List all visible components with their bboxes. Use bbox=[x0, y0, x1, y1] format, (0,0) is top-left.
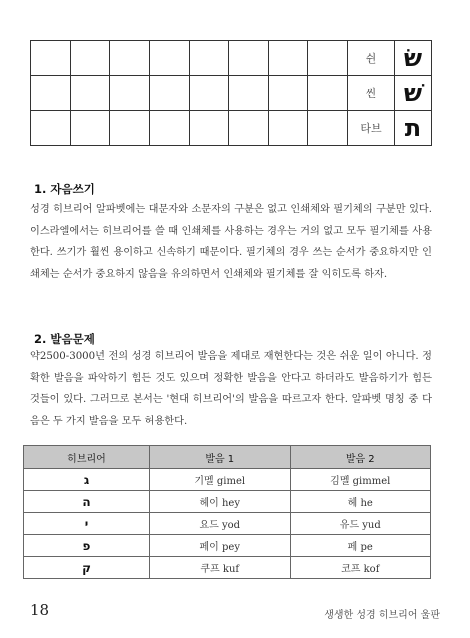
pronunciation-cell: 요드 yod bbox=[150, 513, 291, 535]
practice-box bbox=[31, 76, 71, 111]
pronunciation-cell: 쿠프 kuf bbox=[150, 557, 291, 579]
pronunciation-cell: 코프 kof bbox=[290, 557, 431, 579]
table-row bbox=[24, 535, 431, 557]
pronunciation-table-header-row bbox=[24, 446, 431, 469]
practice-box bbox=[308, 76, 348, 111]
practice-row bbox=[31, 76, 432, 111]
practice-box bbox=[149, 41, 189, 76]
hebrew-letter: שׂ bbox=[395, 41, 432, 76]
pronunciation-cell: 기멜 gimel bbox=[150, 469, 291, 491]
pronunciation-cell: 페이 pey bbox=[150, 535, 291, 557]
hebrew-letter-cell: ג bbox=[24, 469, 150, 491]
letter-name: 쉰 bbox=[348, 41, 395, 76]
hebrew-letter-cell: ה bbox=[24, 491, 150, 513]
page-number: 18 bbox=[30, 601, 50, 619]
pronunciation-cell: 유드 yud bbox=[290, 513, 431, 535]
practice-box bbox=[110, 111, 150, 146]
header-hebrew: 히브리어 bbox=[24, 446, 150, 469]
practice-box bbox=[268, 76, 308, 111]
table-row bbox=[24, 469, 431, 491]
pronunciation-cell: 김멜 gimmel bbox=[290, 469, 431, 491]
practice-row bbox=[31, 41, 432, 76]
section-heading-pronunciation: 2. 발음문제 bbox=[34, 332, 95, 346]
practice-box bbox=[189, 111, 229, 146]
table-row bbox=[24, 557, 431, 579]
practice-box bbox=[189, 76, 229, 111]
pronunciation-cell: 헤 he bbox=[290, 491, 431, 513]
hebrew-letter: שׁ bbox=[395, 76, 432, 111]
practice-box bbox=[31, 111, 71, 146]
practice-box bbox=[268, 41, 308, 76]
letter-name: 씬 bbox=[348, 76, 395, 111]
practice-box bbox=[308, 41, 348, 76]
section-body-consonant-writing: 성경 히브리어 알파벳에는 대문자와 소문자의 구분은 없고 인쇄체와 필기체의 구분만 있다. 이스라엘에서는 히브리어를 쓸 때 인쇄체를 사용하는 경우는 거의 없고 모두 필기체를 사용한다. 쓰기가 훨씬 용이하고 신속하기 때문이다. 필기체의 경우 쓰는 순서가 중요하지만 인쇄체는 순서가 중요하지 않음을 유의하면서 인쇄체와 필기체를 잘 익히도록 하자. bbox=[30, 204, 432, 280]
hebrew-letter-cell: ק bbox=[24, 557, 150, 579]
practice-box bbox=[229, 111, 269, 146]
practice-box bbox=[70, 41, 110, 76]
practice-box bbox=[308, 111, 348, 146]
writing-practice-grid bbox=[30, 40, 432, 146]
practice-box bbox=[189, 41, 229, 76]
hebrew-letter-cell: פ bbox=[24, 535, 150, 557]
practice-row bbox=[31, 111, 432, 146]
book-title: 생생한 성경 히브리어 울판 bbox=[324, 610, 440, 621]
practice-box bbox=[229, 76, 269, 111]
letter-name: 타브 bbox=[348, 111, 395, 146]
section-heading-consonant-writing: 1. 자음쓰기 bbox=[34, 182, 95, 196]
practice-box bbox=[268, 111, 308, 146]
practice-box bbox=[149, 76, 189, 111]
header-pronunciation-1: 발음 1 bbox=[150, 446, 291, 469]
practice-box bbox=[31, 41, 71, 76]
header-pronunciation-2: 발음 2 bbox=[290, 446, 431, 469]
table-row bbox=[24, 491, 431, 513]
practice-box bbox=[110, 76, 150, 111]
practice-box bbox=[149, 111, 189, 146]
section-body-pronunciation: 약2500-3000년 전의 성경 히브리어 발음을 제대로 재현한다는 것은 쉬운 일이 아니다. 정확한 발음을 파악하기 힘든 것도 있으며 정확한 발음을 안다고 하더라도 발음하기가 힘든 것들이 있다. 그러므로 본서는 '현대 히브리어'의 발음을 따르고자 한다. 알파벳 명칭 중 다음은 두 가지 발음을 모두 허용한다. bbox=[30, 351, 432, 427]
practice-box bbox=[70, 76, 110, 111]
table-row bbox=[24, 513, 431, 535]
hebrew-letter-cell: י bbox=[24, 513, 150, 535]
practice-box bbox=[229, 41, 269, 76]
pronunciation-cell: 페 pe bbox=[290, 535, 431, 557]
practice-box bbox=[110, 41, 150, 76]
hebrew-letter: ת bbox=[395, 111, 432, 146]
pronunciation-cell: 헤이 hey bbox=[150, 491, 291, 513]
practice-box bbox=[70, 111, 110, 146]
pronunciation-table bbox=[23, 445, 431, 579]
